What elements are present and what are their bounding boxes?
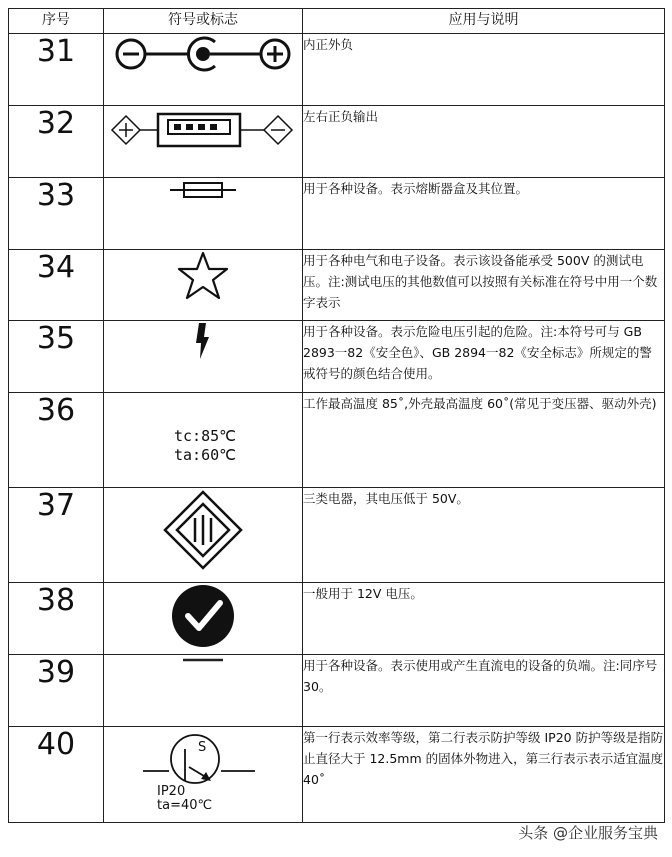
row-number: 31	[9, 34, 104, 106]
table-row	[9, 655, 665, 727]
table-row	[9, 488, 665, 583]
table-row	[9, 178, 665, 250]
table-row	[9, 583, 665, 655]
star-icon	[175, 250, 231, 302]
symbol-cell	[104, 655, 303, 727]
table-row	[9, 321, 665, 393]
symbol-cell	[104, 488, 303, 583]
row-number: 37	[9, 488, 104, 583]
usb-plus-minus-icon	[110, 106, 296, 154]
table-row	[9, 727, 665, 823]
description: 用于各种设备。表示熔断器盒及其位置。	[303, 178, 665, 250]
description: 内正外负	[303, 34, 665, 106]
efficiency-ip-rating-icon	[143, 727, 263, 815]
ambient-temperature-text: ta=40℃	[157, 798, 213, 813]
header-num: 序号	[9, 9, 104, 34]
description: 用于各种设备。表示危险电压引起的危险。注:本符号可与 GB 2893一82《安全色》、GB 2894一82《安全标志》所规定的警戒符号的颜色结合使用。	[303, 321, 665, 393]
class-iii-diamond-icon	[161, 488, 245, 572]
table-row	[9, 393, 665, 488]
check-circle-icon	[168, 583, 238, 649]
row-number: 40	[9, 727, 104, 823]
description: 左右正负输出	[303, 106, 665, 178]
row-number: 38	[9, 583, 104, 655]
header-desc: 应用与说明	[303, 9, 665, 34]
minus-line-icon	[181, 655, 225, 665]
description: 一般用于 12V 电压。	[303, 583, 665, 655]
row-number: 39	[9, 655, 104, 727]
symbol-cell	[104, 393, 303, 488]
ip-rating-text: IP20	[157, 784, 186, 799]
symbol-cell	[104, 583, 303, 655]
watermark: 头条 @企业服务宝典	[518, 824, 658, 842]
row-number: 35	[9, 321, 104, 393]
description: 工作最高温度 85˚,外壳最高温度 60˚(常见于变压器、驱动外壳)	[303, 393, 665, 488]
lightning-icon	[191, 321, 215, 361]
transistor-efficiency-icon	[143, 727, 263, 787]
symbol-cell	[104, 106, 303, 178]
ta-rating-text: ta:60℃	[174, 446, 236, 464]
symbol-cell	[104, 321, 303, 393]
table-row	[9, 250, 665, 321]
header-row	[9, 9, 665, 34]
row-number: 36	[9, 393, 104, 488]
row-number: 32	[9, 106, 104, 178]
temperature-label-icon	[104, 427, 302, 487]
dc-polarity-center-negative-icon	[113, 34, 293, 74]
description: 第一行表示效率等级，第二行表示防护等级 IP20 防护等级是指防止直径大于 12.5mm 的固体外物进入，第三行表示表示适宜温度 40˚	[303, 727, 665, 823]
row-number: 34	[9, 250, 104, 321]
description: 用于各种电气和电子设备。表示该设备能承受 500V 的测试电压。注:测试电压的其他数值可以按照有关标准在符号中用一个数字表示	[303, 250, 665, 321]
fuse-icon	[168, 178, 238, 202]
header-symbol: 符号或标志	[104, 9, 303, 34]
description: 三类电器，其电压低于 50V。	[303, 488, 665, 583]
tc-rating-text: tc:85℃	[174, 427, 236, 445]
row-number: 33	[9, 178, 104, 250]
symbol-cell	[104, 34, 303, 106]
symbol-cell	[104, 727, 303, 823]
symbol-cell	[104, 250, 303, 321]
efficiency-class-text: S	[198, 740, 207, 755]
symbol-table	[8, 8, 665, 823]
table-row	[9, 106, 665, 178]
symbol-cell	[104, 178, 303, 250]
description: 用于各种设备。表示使用或产生直流电的设备的负端。注:同序号 30。	[303, 655, 665, 727]
table-row	[9, 34, 665, 106]
